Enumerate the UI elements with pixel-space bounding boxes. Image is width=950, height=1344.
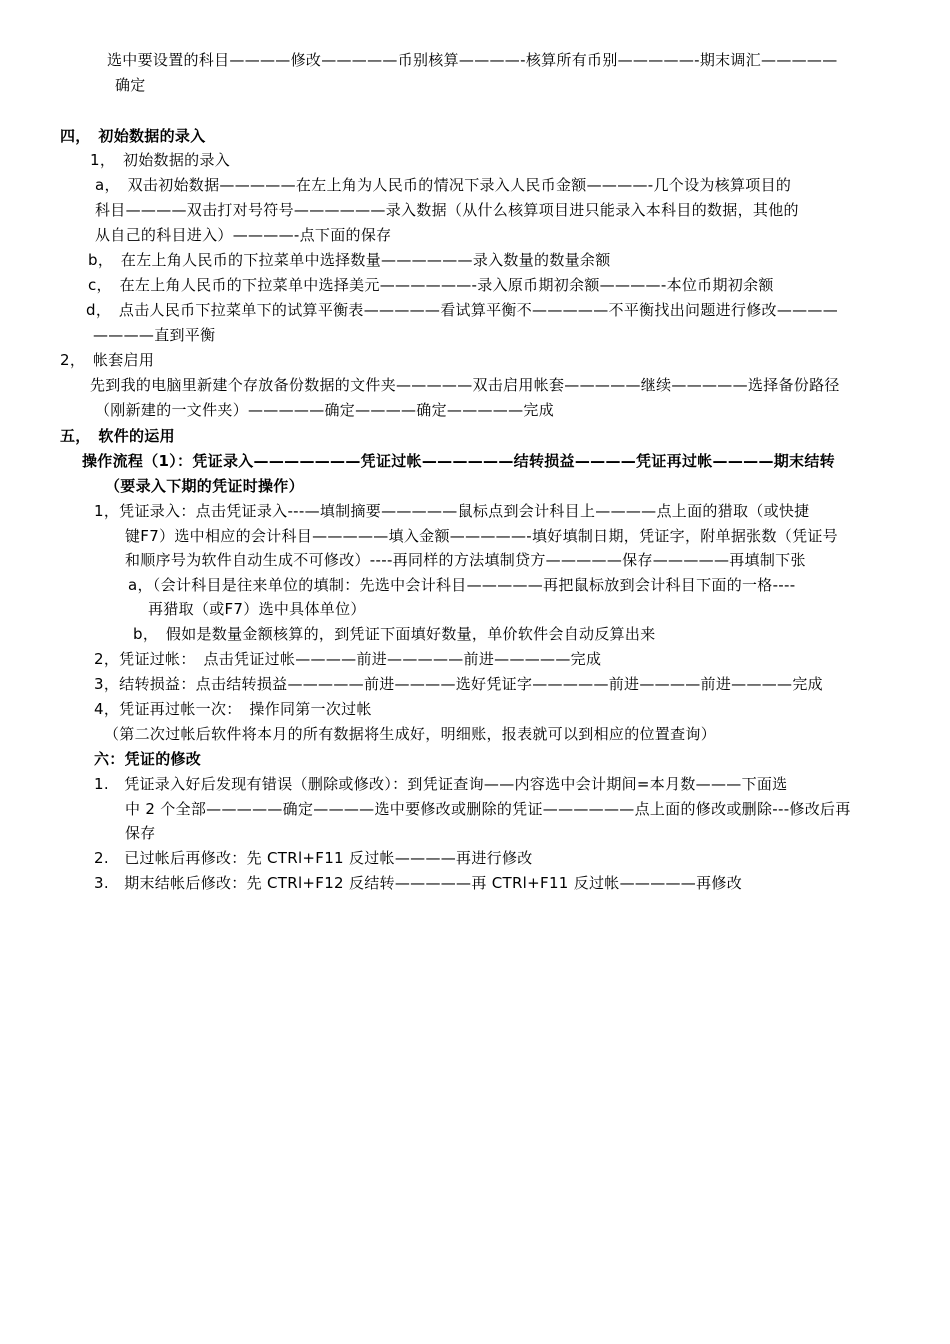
text-line: 从自己的科目进入）————-点下面的保存	[95, 226, 392, 244]
text-line: 科目————双击打对号符号——————录入数据（从什么核算项目进只能录入本科目的数据，其他的	[95, 201, 799, 219]
text-line: 再猎取（或F7）选中具体单位）	[148, 600, 366, 618]
text-line: 确定	[115, 76, 146, 94]
text-line: 键F7）选中相应的会计科目—————填入金额—————-填好填制日期，凭证字，附单据张数（凭证号	[125, 527, 838, 545]
text-line: d， 点击人民币下拉菜单下的试算平衡表—————看试算平衡不—————不平衡找出问题进行修改————	[86, 301, 839, 319]
text-line: ————直到平衡	[93, 326, 216, 344]
text-line: 操作流程（1）：凭证录入———————凭证过帐——————结转损益————凭证再过帐————期末结转	[82, 452, 835, 470]
text-line: 1， 初始数据的录入	[90, 151, 231, 169]
text-line: 2. 已过帐后再修改：先 CTRl+F11 反过帐————再进行修改	[94, 849, 533, 867]
text-line: 中 2 个全部—————确定————选中要修改或删除的凭证——————点上面的修改或删除---修改后再	[125, 800, 851, 818]
section-heading: 五， 软件的运用	[60, 427, 175, 445]
text-line: 1，凭证录入：点击凭证录入---—填制摘要—————鼠标点到会计科目上————点上面的猎取（或快捷	[94, 502, 810, 520]
text-line: 和顺序号为软件自动生成不可修改）----再同样的方法填制贷方—————保存—————再填制下张	[125, 551, 806, 569]
text-line: 4，凭证再过帐一次： 操作同第一次过帐	[94, 700, 372, 718]
text-line: 3. 期末结帐后修改：先 CTRl+F12 反结转—————再 CTRl+F11 反过帐—————再修改	[94, 874, 743, 892]
section-heading: 六：凭证的修改	[94, 750, 202, 768]
text-line: 2，凭证过帐： 点击凭证过帐————前进—————前进—————完成	[94, 650, 602, 668]
text-line: 3，结转损益：点击结转损益—————前进————选好凭证字—————前进————前进————完成	[94, 675, 823, 693]
text-line: b， 在左上角人民币的下拉菜单中选择数量——————录入数量的数量余额	[88, 251, 611, 269]
text-line: 先到我的电脑里新建个存放备份数据的文件夹—————双击启用帐套—————继续—————选择备份路径	[90, 376, 840, 394]
text-line: a， 双击初始数据—————在左上角为人民币的情况下录入人民币金额————-几个设为核算项目的	[95, 176, 792, 194]
text-line: （要录入下期的凭证时操作）	[105, 477, 304, 495]
text-line: c， 在左上角人民币的下拉菜单中选择美元——————-录入原币期初余额————-本位币期初余额	[88, 276, 774, 294]
text-line: b， 假如是数量金额核算的，到凭证下面填好数量，单价软件会自动反算出来	[133, 625, 656, 643]
text-line: 选中要设置的科目————修改—————币别核算————-核算所有币别—————-期末调汇—————	[107, 51, 838, 69]
text-line: 保存	[125, 824, 156, 842]
text-line: 2， 帐套启用	[60, 351, 155, 369]
text-line: （第二次过帐后软件将本月的所有数据将生成好，明细账，报表就可以到相应的位置查询）	[104, 725, 717, 743]
text-line: a，（会计科目是往来单位的填制：先选中会计科目—————再把鼠标放到会计科目下面的一格----	[128, 576, 796, 594]
text-line: 1. 凭证录入好后发现有错误（删除或修改）：到凭证查询——内容选中会计期间=本月数———下面选	[94, 775, 788, 793]
text-line: （刚新建的一文件夹）—————确定————确定—————完成	[95, 401, 555, 419]
section-heading: 四， 初始数据的录入	[60, 127, 206, 145]
